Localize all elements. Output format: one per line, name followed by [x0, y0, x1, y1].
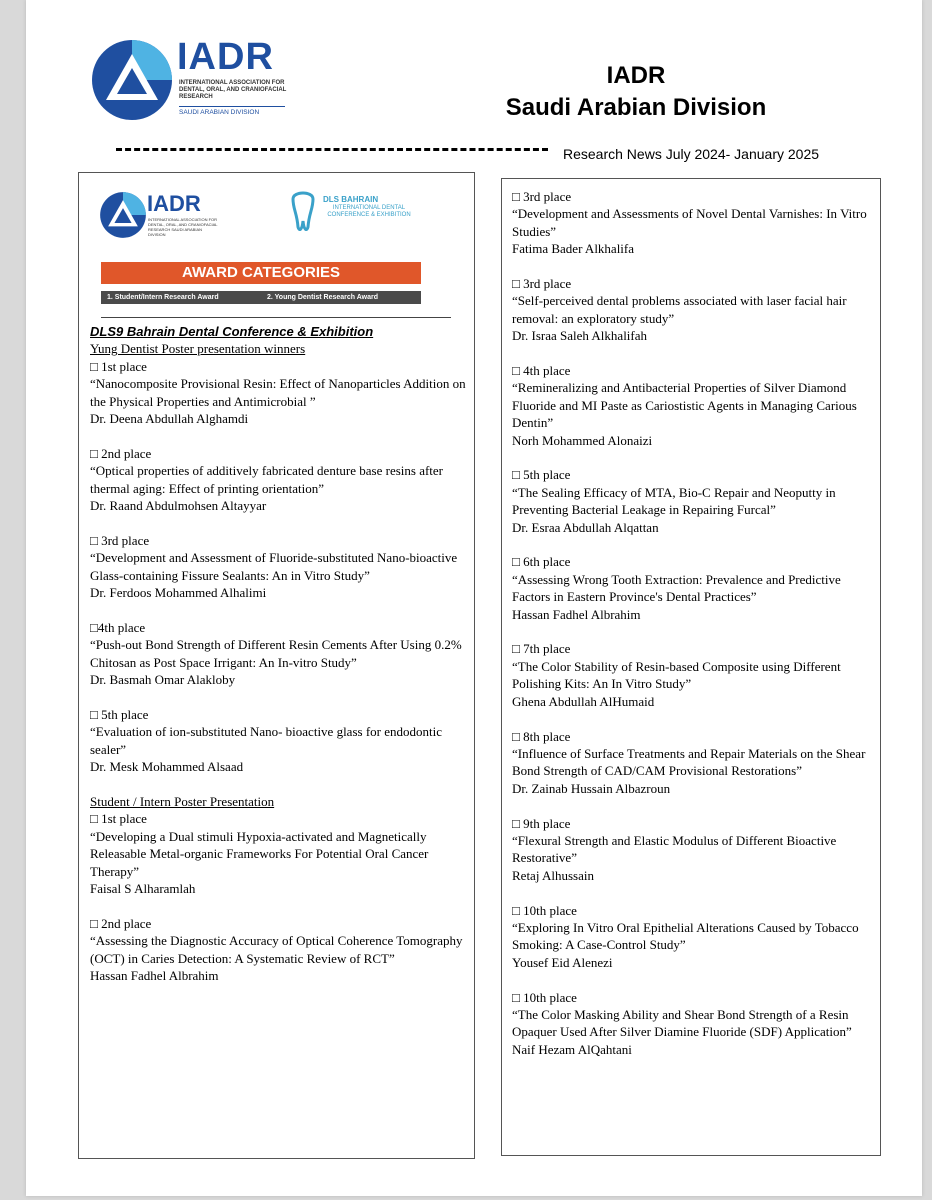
list-item — [90, 532, 470, 602]
poster-title: “Push-out Bond Strength of Different Resin Cements After Using 0.2% Chitosan as Post Space Irrigant: An In-vitro Study” — [90, 637, 462, 670]
place-label: □ 3rd place — [512, 189, 572, 204]
place-label: □ 10th place — [512, 902, 577, 918]
list-item — [512, 362, 874, 449]
title-line-2: Saudi Arabian Division — [505, 94, 767, 121]
tooth-icon — [289, 191, 317, 231]
logo-wordmark: IADR — [177, 36, 274, 78]
poster-title: “Development and Assessment of Fluoride-substituted Nano-bioactive Glass-containing Fissure Sealants: An in Vitro Study” — [90, 550, 458, 583]
award-category-2: 2. Young Dentist Research Award — [261, 291, 421, 304]
author-name: Dr. Esraa Abdullah Alqattan — [512, 519, 659, 535]
logo-division: SAUDI ARABIAN DIVISION — [179, 106, 285, 116]
place-label: □ 3rd place — [512, 276, 572, 292]
banner-divider — [101, 317, 451, 318]
author-name: Hassan Fadhel Albrahim — [90, 967, 219, 983]
iadr-logo-icon — [90, 38, 174, 122]
author-name: Dr. Raand Abdulmohsen Altayyar — [90, 498, 267, 514]
poster-title: “The Color Stability of Resin-based Composite using Different Polishing Kits: An In Vitro Study” — [512, 658, 841, 692]
poster-title: “Self-perceived dental problems associated with laser facial hair removal: an exploratory study” — [512, 293, 847, 326]
banner-logo-subtitle: INTERNATIONAL ASSOCIATION FOR DENTAL, ORAL, AND CRANIOFACIAL RESEARCH SAUDI ARABIAN DIVISION — [148, 217, 218, 237]
list-item — [90, 358, 470, 428]
place-label: □4th place — [90, 619, 146, 635]
poster-title: “Remineralizing and Antibacterial Properties of Silver Diamond Fluoride and MI Paste as Cariostistic Agents in Managing Carious Dentin” — [512, 380, 857, 431]
poster-title: “Assessing the Diagnostic Accuracy of Optical Coherence Tomography (OCT) in Caries Detection: A Systematic Review of RCT” — [90, 933, 463, 966]
place-label: □ 6th place — [512, 554, 571, 570]
banner-logo-wordmark: IADR — [147, 191, 201, 216]
section-heading-young-dentist: Yung Dentist Poster presentation winners — [90, 341, 306, 357]
section-heading-student-intern: Student / Intern Poster Presentation — [90, 793, 275, 809]
list-item — [512, 640, 874, 710]
right-column-box — [501, 178, 881, 1156]
place-label: □ 9th place — [512, 815, 571, 831]
list-item — [90, 445, 470, 515]
award-categories-bar: AWARD CATEGORIES — [101, 262, 421, 284]
poster-title: “Evaluation of ion-substituted Nano- bioactive glass for endodontic sealer” — [90, 724, 442, 757]
page-title — [466, 60, 806, 124]
list-item — [512, 989, 874, 1059]
dls-bahrain-title: DLS BAHRAIN — [323, 195, 379, 204]
author-name: Dr. Basmah Omar Alakloby — [90, 672, 236, 688]
list-item — [512, 188, 874, 258]
author-name: Hassan Fadhel Albrahim — [512, 606, 641, 622]
list-item — [90, 810, 470, 897]
poster-title: “Exploring In Vitro Oral Epithelial Alterations Caused by Tobacco Smoking: A Case-Control Study” — [512, 919, 859, 953]
list-item — [512, 815, 874, 885]
place-label: □ 2nd place — [90, 915, 152, 931]
award-category-1: 1. Student/Intern Research Award — [101, 291, 261, 304]
author-name: Naif Hezam AlQahtani — [512, 1041, 632, 1057]
author-name: Dr. Deena Abdullah Alghamdi — [90, 411, 249, 427]
place-label: □ 10th place — [512, 989, 577, 1005]
conference-heading: DLS9 Bahrain Dental Conference & Exhibition — [90, 324, 374, 339]
author-name: Faisal S Alharamlah — [90, 880, 196, 896]
list-item — [90, 915, 470, 985]
right-content — [512, 188, 874, 1076]
logo-subtitle: INTERNATIONAL ASSOCIATION FOR DENTAL, ORAL, AND CRANIOFACIAL RESEARCH — [179, 80, 287, 100]
news-period: Research News July 2024- January 2025 — [563, 146, 820, 162]
list-item — [512, 553, 874, 623]
poster-title: “Assessing Wrong Tooth Extraction: Prevalence and Predictive Factors in Eastern Province's Dental Practices” — [512, 571, 841, 605]
author-name: Norh Mohammed Alonaizi — [512, 432, 653, 448]
award-banner — [91, 181, 461, 311]
document-page — [26, 0, 922, 1196]
list-item — [512, 902, 874, 972]
list-item — [90, 619, 470, 689]
place-label: □ 3rd place — [90, 532, 150, 548]
author-name: Dr. Zainab Hussain Albazroun — [512, 780, 671, 796]
place-label: □ 7th place — [512, 641, 571, 657]
list-item — [512, 275, 874, 345]
poster-title: “The Color Masking Ability and Shear Bond Strength of a Resin Opaquer Used After Silver Diamine Fluoride (SDF) Application” — [512, 1006, 852, 1040]
author-name: Yousef Eid Alenezi — [512, 954, 613, 970]
poster-title: “Development and Assessments of Novel Dental Varnishes: In Vitro Studies” — [512, 206, 867, 239]
place-label: □ 2nd place — [90, 445, 152, 461]
place-label: □ 1st place — [90, 358, 147, 374]
dls-bahrain-subtitle: INTERNATIONAL DENTAL CONFERENCE & EXHIBITION — [327, 205, 411, 218]
poster-title: “Flexural Strength and Elastic Modulus of Different Bioactive Restorative” — [512, 832, 837, 866]
author-name: Fatima Bader Alkhalifa — [512, 241, 635, 257]
left-content — [90, 323, 470, 1002]
poster-title: “Developing a Dual stimuli Hypoxia-activated and Magnetically Releasable Metal-organic Frameworks For Potential Oral Cancer Therapy” — [90, 828, 429, 879]
title-line-1: IADR — [606, 62, 666, 89]
dashed-divider — [116, 148, 548, 151]
poster-title: “Influence of Surface Treatments and Repair Materials on the Shear Bond Strength of CAD/CAM Provisional Restorations” — [512, 745, 866, 779]
author-name: Dr. Israa Saleh Alkhalifah — [512, 328, 648, 344]
list-item — [512, 466, 874, 536]
place-label: □ 4th place — [512, 363, 571, 379]
iadr-logo — [90, 38, 290, 124]
iadr-small-logo-icon — [99, 191, 147, 239]
place-label: □ 1st place — [90, 811, 147, 827]
list-item — [90, 706, 470, 776]
poster-title: “Nanocomposite Provisional Resin: Effect of Nanoparticles Addition on the Physical Properties and Antimicrobial ” — [90, 376, 466, 409]
list-item — [512, 728, 874, 798]
poster-title: “Optical properties of additively fabricated denture base resins after thermal aging: Effect of printing orientation” — [90, 463, 444, 496]
left-column-box — [78, 172, 475, 1159]
author-name: Ghena Abdullah AlHumaid — [512, 693, 655, 709]
place-label: □ 5th place — [512, 467, 571, 483]
author-name: Dr. Mesk Mohammed Alsaad — [90, 759, 244, 775]
place-label: □ 5th place — [90, 706, 149, 722]
poster-title: “The Sealing Efficacy of MTA, Bio-C Repair and Neoputty in Preventing Bacterial Leakage in Repairing Furcal” — [512, 484, 836, 518]
author-name: Retaj Alhussain — [512, 867, 594, 883]
place-label: □ 8th place — [512, 728, 571, 744]
author-name: Dr. Ferdoos Mohammed Alhalimi — [90, 585, 267, 601]
